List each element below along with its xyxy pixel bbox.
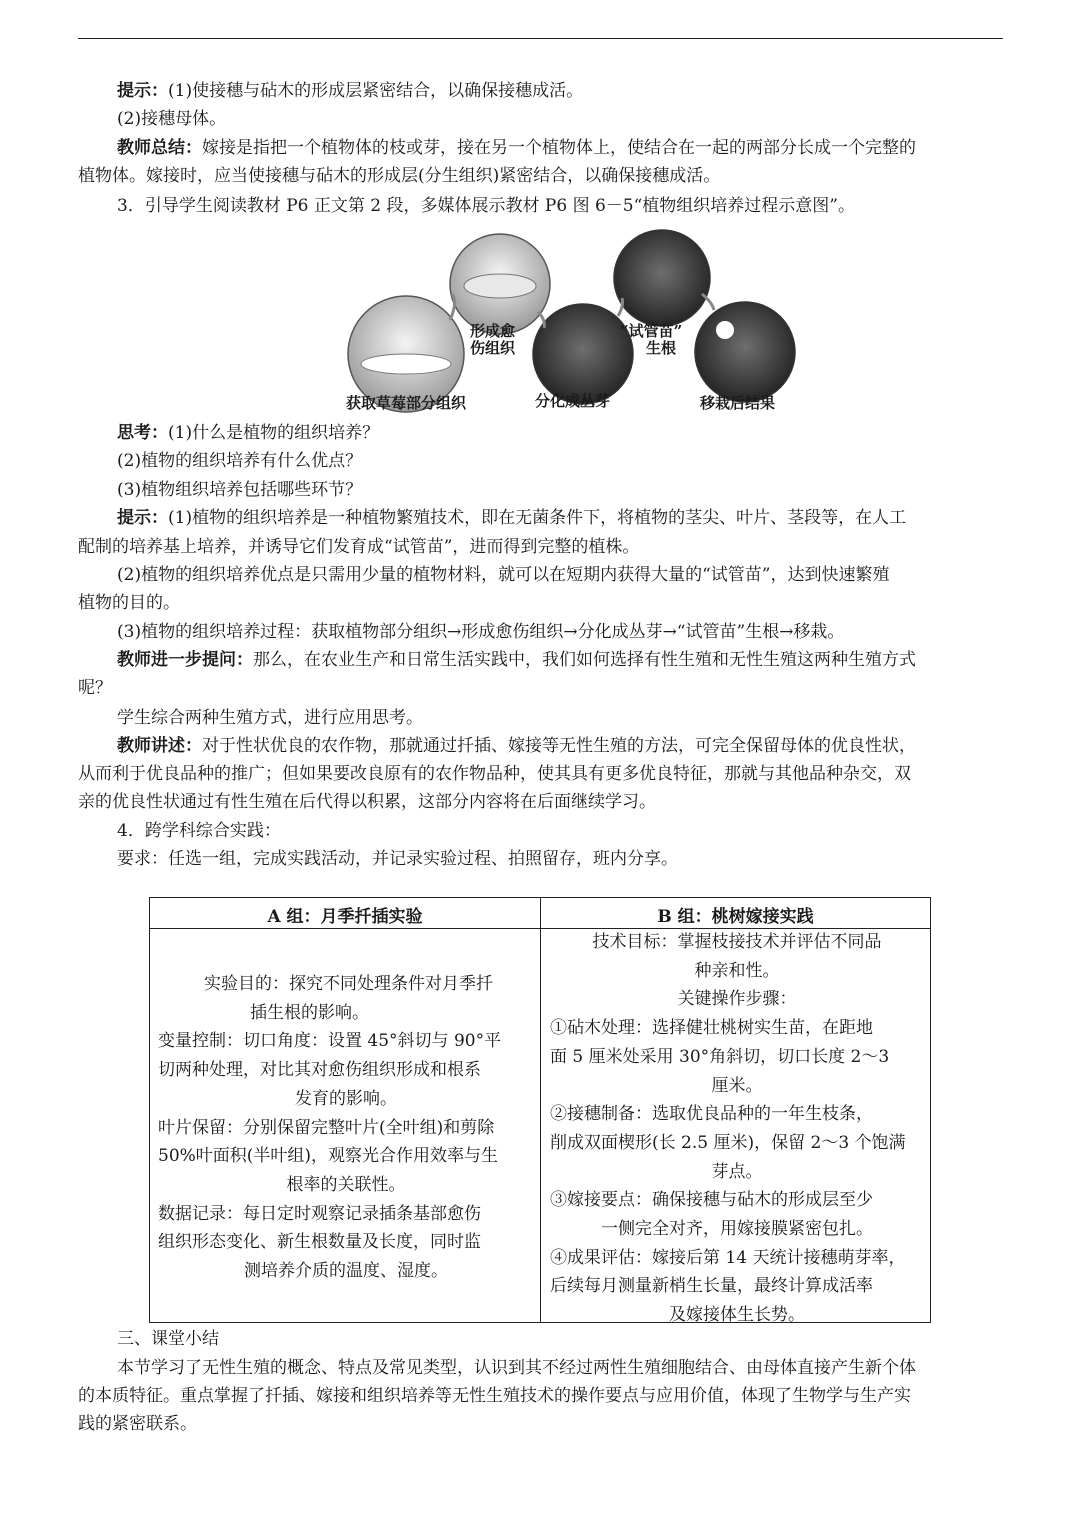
group-a-line: 组织形态变化、新生根数量及长度，同时监	[158, 1232, 481, 1253]
petri-dish-surface	[361, 354, 451, 374]
group-b-line: 种亲和性。	[694, 960, 780, 981]
group-a-line: 实验目的：探究不同处理条件对月季扦	[204, 974, 493, 994]
teacher-summary-line-2: 植物体。嫁接时，应当使接穗与砧木的形成层(分生组织)紧密结合，以确保接穗成活。	[78, 166, 721, 186]
hint-answer-3: (3)植物的组织培养过程：获取植物部分组织→形成愈伤组织→分化成丛芽→“试管苗”生根→移栽。	[117, 622, 845, 642]
group-b-line: 技术目标：掌握枝接技术并评估不同品	[592, 932, 882, 952]
table-header-group-b: B 组：桃树嫁接实践	[657, 907, 814, 927]
group-b-line: 厘米。	[711, 1075, 763, 1096]
further-question-text: 那么，在农业生产和日常生活实践中，我们如何选择有性生殖和无性生殖这两种生殖方式	[253, 650, 916, 670]
group-a-line: 变量控制：切口角度：设置 45°斜切与 90°平	[158, 1031, 502, 1052]
conclusion-line-3: 践的紧密联系。	[78, 1414, 197, 1434]
further-question-line-1	[117, 650, 916, 670]
group-a-line: 50%叶面积(半叶组)，观察光合作用效率与生	[158, 1146, 499, 1167]
think-q2: (2)植物的组织培养有什么优点？	[117, 451, 363, 471]
group-a-line: 根率的关联性。	[286, 1174, 406, 1195]
group-a-line: 叶片保留：分别保留完整叶片(全叶组)和剪除	[158, 1117, 495, 1138]
further-question-label: 教师进一步提问：	[117, 650, 253, 670]
item-3: 3．引导学生阅读教材 P6 正文第 2 段，多媒体展示教材 P6 图 6－5“植物组织培养过程示意图”。	[117, 196, 855, 216]
group-a-line: 数据记录：每日定时观察记录插条基部愈伤	[158, 1203, 481, 1224]
group-b-line: 一侧完全对齐，用嫁接膜紧密包扎。	[601, 1219, 873, 1240]
hint-answer-2-line-1: (2)植物的组织培养优点是只需用少量的植物材料，就可以在短期内获得大量的“试管苗”，达到快速繁殖	[117, 565, 890, 585]
hint-answer-1-line-2: 配制的培养基上培养，并诱导它们发育成“试管苗”，进而得到完整的植株。	[78, 537, 640, 557]
group-a-cell	[158, 970, 534, 1286]
hint-answer-2-line-2: 植物的目的。	[78, 593, 180, 613]
label-test-tube-line-2: 生根	[646, 339, 677, 357]
teacher-summary-label: 教师总结：	[117, 138, 202, 158]
group-b-line: ①砧木处理：选择健壮桃树实生苗，在距地	[550, 1018, 873, 1039]
group-b-line: ④成果评估：嫁接后第 14 天统计接穗萌芽率，	[550, 1247, 906, 1268]
group-a-line: 测培养介质的温度、湿度。	[244, 1261, 448, 1282]
group-a-line: 切两种处理，对比其对愈伤组织形成和根系	[158, 1060, 481, 1081]
tissue-culture-figure	[340, 224, 800, 416]
lecture-line-3: 亲的优良性状通过有性生殖在后代得以积累，这部分内容将在后面继续学习。	[78, 792, 656, 812]
lecture-line-2: 从而利于优良品种的推广；但如果要改良原有的农作物品种，使其具有更多优良特征，那就与其他品种杂交，双	[78, 764, 911, 784]
group-b-line: 芽点。	[711, 1161, 763, 1182]
lecture-text: 对于性状优良的农作物，那就通过扦插、嫁接等无性生殖的方法，可完全保留母体的优良性状，	[202, 736, 916, 756]
transplant-result-image	[695, 302, 795, 402]
label-callus-line-1: 形成愈	[470, 322, 516, 340]
hint-answer-1-text: (1)植物的组织培养是一种植物繁殖技术，即在无菌条件下，将植物的茎尖、叶片、茎段等，在人工	[168, 508, 907, 528]
conclusion-heading: 三、课堂小结	[117, 1329, 219, 1349]
group-b-line: 关键操作步骤：	[677, 989, 797, 1010]
table-header-group-a: A 组：月季扦插实验	[267, 907, 423, 927]
hint-paragraph-1	[117, 81, 583, 101]
caption-obtain-tissue: 获取草莓部分组织	[346, 394, 467, 412]
practice-requirement: 要求：任选一组，完成实践活动，并记录实验过程、拍照留存，班内分享。	[117, 849, 678, 869]
caption-cluster-buds: 分化成丛芽	[535, 392, 611, 410]
group-b-line: ③嫁接要点：确保接穗与砧木的形成层至少	[550, 1190, 873, 1211]
group-b-line: 削成双面楔形(长 2.5 厘米)，保留 2～3 个饱满	[550, 1132, 906, 1153]
hint-text: (1)使接穗与砧木的形成层紧密结合，以确保接穗成活。	[168, 81, 584, 101]
hint-paragraph-2: (2)接穗母体。	[117, 109, 227, 129]
teacher-summary-text: 嫁接是指把一个植物体的枝或芽，接在另一个植物体上，使结合在一起的两部分长成一个完整的	[202, 138, 916, 158]
item-4: 4．跨学科综合实践：	[117, 821, 281, 841]
practice-table	[149, 897, 931, 1326]
student-activity: 学生综合两种生殖方式，进行应用思考。	[117, 708, 423, 728]
group-a-line: 发育的影响。	[295, 1088, 397, 1109]
hint-answer-1-line-1	[117, 508, 906, 528]
group-b-line: 及嫁接体生长势。	[669, 1305, 805, 1326]
label-callus-line-2: 伤组织	[470, 339, 516, 357]
strawberry-flower	[716, 321, 734, 339]
think-q3: (3)植物组织培养包括哪些环节？	[117, 480, 363, 500]
group-b-line: 后续每月测量新梢生长量，最终计算成活率	[550, 1276, 873, 1297]
think-q1-text: (1)什么是植物的组织培养？	[168, 423, 380, 443]
group-b-cell	[550, 928, 924, 1330]
lecture-label: 教师讲述：	[117, 736, 202, 756]
group-b-line: 面 5 厘米处采用 30°角斜切，切口长度 2～3	[550, 1046, 890, 1067]
hint-label: 提示：	[117, 81, 168, 101]
conclusion-line-2: 的本质特征。重点掌握了扦插、嫁接和组织培养等无性生殖技术的操作要点与应用价值，体现了生物学与生产实	[78, 1386, 911, 1406]
further-question-line-2: 呢？	[78, 678, 112, 698]
header-rule	[78, 38, 1003, 39]
caption-transplant-result: 移栽后结果	[700, 394, 776, 412]
teacher-summary-line-1	[117, 138, 916, 158]
think-q1	[117, 423, 379, 443]
lecture-line-1	[117, 736, 916, 756]
hint-answer-label: 提示：	[117, 508, 168, 528]
think-label: 思考：	[117, 423, 168, 443]
group-a-line: 插生根的影响。	[250, 1002, 369, 1023]
tissue-culture-illustration	[340, 224, 800, 416]
label-test-tube-line-1: “试管苗”	[620, 322, 683, 340]
test-tube-seedling-image	[614, 230, 710, 326]
callus-dish-surface	[464, 274, 536, 298]
conclusion-line-1: 本节学习了无性生殖的概念、特点及常见类型，认识到其不经过两性生殖细胞结合、由母体直接产生新个体	[117, 1358, 916, 1378]
cluster-buds-image	[533, 304, 633, 404]
group-b-line: ②接穗制备：选取优良品种的一年生枝条，	[550, 1104, 873, 1125]
table-divider	[540, 898, 541, 1322]
